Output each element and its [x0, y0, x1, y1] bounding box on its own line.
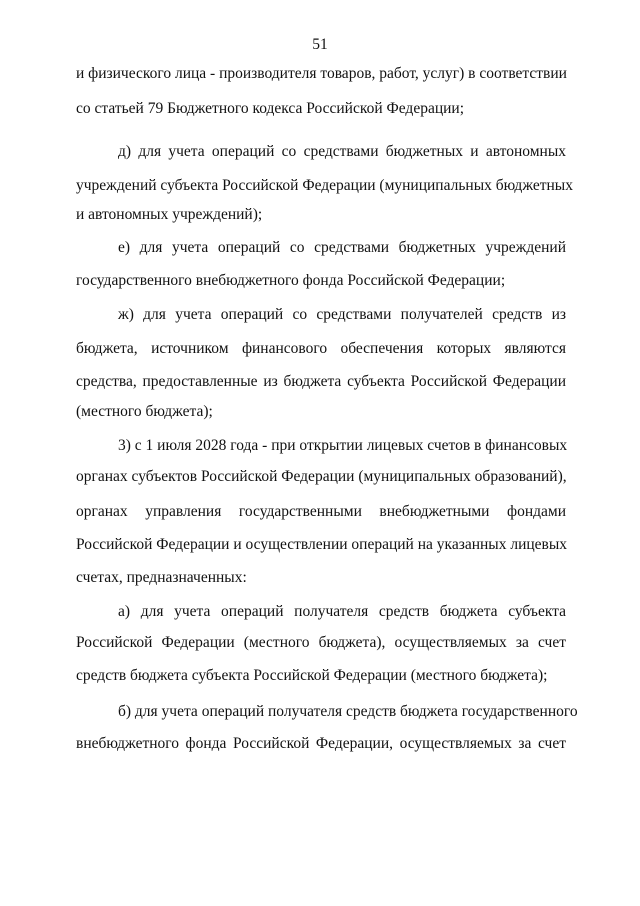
text-line: Российской Федерации и осуществлении операций на указанных лицевых — [76, 536, 568, 553]
text-line: учреждений субъекта Российской Федерации (муниципальных бюджетных — [76, 177, 573, 194]
text-line: д) для учета операций со средствами бюджетных и автономных — [118, 143, 566, 160]
text-line: Российской Федерации (местного бюджета), осуществляемых за счет — [76, 634, 566, 651]
page-number: 51 — [312, 36, 328, 53]
text-line: органах управления государственными внебюджетными фондами — [76, 503, 566, 520]
text-line: бюджета, источником финансового обеспечения которых являются — [76, 340, 566, 357]
text-line: средства, предоставленные из бюджета субъекта Российской Федерации — [76, 373, 566, 390]
text-line: (местного бюджета); — [76, 403, 213, 420]
text-line: е) для учета операций со средствами бюджетных учреждений — [118, 239, 566, 256]
text-line: органах субъектов Российской Федерации (муниципальных образований), — [76, 468, 567, 485]
text-line: средств бюджета субъекта Российской Федерации (местного бюджета); — [76, 667, 548, 684]
text-line: б) для учета операций получателя средств бюджета государственного — [118, 703, 578, 720]
text-line: внебюджетного фонда Российской Федерации, осуществляемых за счет — [76, 735, 566, 752]
text-line: 3) с 1 июля 2028 года - при открытии лицевых счетов в финансовых — [118, 437, 568, 454]
text-line: государственного внебюджетного фонда Российской Федерации; — [76, 272, 506, 289]
text-line: со статьей 79 Бюджетного кодекса Российской Федерации; — [76, 100, 465, 117]
text-line: ж) для учета операций со средствами получателей средств из — [118, 306, 566, 323]
text-line: счетах, предназначенных: — [76, 569, 247, 586]
text-line: а) для учета операций получателя средств бюджета субъекта — [118, 603, 566, 620]
text-line: и физического лица - производителя товаров, работ, услуг) в соответствии — [76, 65, 567, 82]
text-line: и автономных учреждений); — [76, 206, 263, 223]
